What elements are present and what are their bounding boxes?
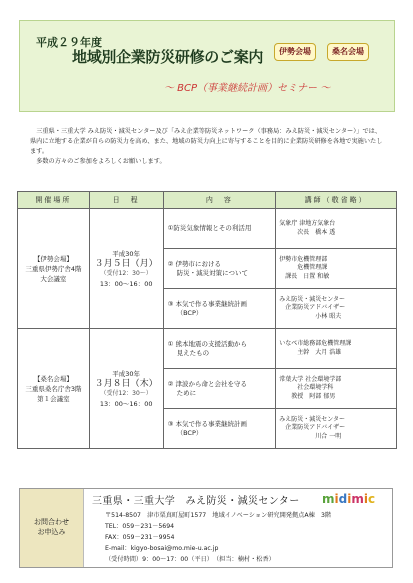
column-header: 開催場所 — [18, 192, 90, 209]
intro-paragraph: 多数の方々のご参加をよろしくお願いします。 — [36, 158, 166, 165]
speaker-cell — [276, 329, 397, 369]
speaker-cell — [276, 369, 397, 409]
speaker-line: 次長 橋本 透 — [279, 228, 336, 236]
contact-tel: TEL：059－231－5694 — [105, 523, 175, 530]
speaker-line: 伊勢市危機管理部 — [279, 255, 328, 263]
reception-time: （受付12：30～） — [100, 389, 152, 397]
intro-text — [30, 127, 386, 167]
contact-fax: FAX：059－231－9954 — [105, 534, 175, 541]
venue-line: 【桑名会場】 — [33, 374, 73, 383]
speaker-line: 社会環境学科 — [279, 384, 334, 392]
speaker-line: 主幹 大月 浩雄 — [279, 348, 342, 356]
speaker-line: いなべ市総務部危機管理課 — [279, 340, 352, 347]
speaker-line: みえ防災・減災センター — [279, 295, 346, 303]
contact-label-line: お問合わせ — [34, 518, 69, 526]
venue-line: 大会議室 — [40, 274, 67, 283]
venue-cell — [18, 329, 90, 449]
contact-address: 〒514-8507 津市栗真町屋町1577 地域イノベーション研究開発拠点A棟 3階 — [105, 512, 332, 519]
speaker-cell — [276, 409, 397, 449]
page-title: 地域別企業防災研修のご案内 — [72, 48, 264, 66]
topic-line: 見えたもの — [176, 348, 210, 357]
venue-line: 三重県伊勢庁舎4階 — [25, 264, 82, 273]
speaker-line: 危機管理課 — [279, 264, 328, 272]
speaker-line: 常葉大学 社会環境学部 — [279, 375, 342, 383]
topic-line: ③ 本気で作る事業継続計画 — [167, 419, 247, 428]
intro-paragraph: 三重県・三重大学 みえ防災・減災センター及び「みえ企業等防災ネットワーク（事務局：みえ防災・減災センター）」では、県内に立地する企業が自らの防災力を高め、また、地域の防災力向上に寄与することを目的に企業防災研修を各地で実施いたします。 — [30, 128, 383, 155]
speaker-line: 課長 日置 和敏 — [279, 272, 330, 280]
midimic-logo — [321, 490, 376, 508]
topic-line: （BCP） — [176, 428, 203, 437]
date-cell — [89, 209, 163, 329]
venue-cell — [18, 209, 90, 329]
venue-line: 三重県桑名庁舎3階 — [25, 384, 82, 393]
venue-tag-kuwana: 桑名会場 — [327, 43, 369, 61]
venue-tag-ise: 伊勢会場 — [274, 43, 316, 61]
date-value: ３月５日（月） — [94, 258, 158, 269]
column-header: 日 程 — [89, 192, 163, 209]
table-row — [18, 209, 397, 249]
speaker-line: 教授 阿部 郁男 — [279, 392, 336, 400]
contact-label — [20, 489, 84, 567]
topic-cell — [163, 409, 276, 449]
date-era: 平成30年 — [112, 249, 141, 258]
column-header: 講師（敬省略） — [276, 192, 397, 209]
contact-label-line: お申込み — [37, 528, 66, 536]
session-time: 13：00～16：00 — [99, 399, 153, 408]
topic-cell — [163, 289, 276, 329]
speaker-line: 小林 昭夫 — [279, 312, 342, 320]
topic-line: ① 熊本地震の支援活動から — [167, 339, 247, 348]
contact-email[interactable]: E-mail：kigyo-bosai@mo.mie-u.ac.jp — [105, 545, 219, 552]
topic-cell — [163, 369, 276, 409]
topic-line: ② 津波から命と会社を守る — [167, 379, 247, 388]
speaker-cell — [276, 289, 397, 329]
reception-time: （受付12：30～） — [100, 269, 152, 277]
topic-cell — [163, 329, 276, 369]
speaker-cell — [276, 249, 397, 289]
speaker-line: みえ防災・減災センター — [279, 415, 346, 423]
topic-line: （BCP） — [176, 308, 203, 317]
speaker-line: 川合 一明 — [279, 432, 342, 440]
speaker-line: 企業防災アドバイザー — [279, 424, 346, 432]
contact-organization: 三重県・三重大学 みえ防災・減災センター — [92, 496, 300, 507]
date-cell — [89, 329, 163, 449]
column-header: 内 容 — [163, 192, 276, 209]
table-header-row — [18, 192, 397, 209]
topic-line: 防災・減災対策について — [176, 268, 248, 277]
venue-line: 【伊勢会場】 — [33, 254, 73, 263]
speaker-cell — [276, 209, 397, 249]
session-time: 13：00～16：00 — [99, 279, 153, 288]
date-value: ３月８日（木） — [94, 378, 158, 389]
speaker-line: 気象庁 津地方気象台 — [279, 220, 336, 227]
topic-line: ために — [176, 388, 197, 397]
topic-line: ② 伊勢市における — [167, 259, 221, 268]
logo-wordmark: midimic — [322, 492, 376, 506]
topic-line: ③ 本気で作る事業継続計画 — [167, 299, 247, 308]
contact-hours: （受付時間）9：00～17：00（平日） （担当：楠村・松香） — [105, 556, 275, 563]
topic-line: ①防災気象情報とその利活用 — [167, 224, 252, 232]
seminar-subtitle: ～ BCP（事業継続計画）セミナー ～ — [164, 83, 331, 94]
table-row — [18, 329, 397, 369]
venue-line: 第１会議室 — [37, 394, 70, 403]
speaker-line: 企業防災アドバイザー — [279, 304, 346, 312]
year-label: 平成２９年度 — [36, 36, 102, 49]
topic-cell — [163, 249, 276, 289]
topic-cell — [163, 209, 276, 249]
date-era: 平成30年 — [112, 369, 141, 378]
schedule-table — [17, 191, 397, 449]
